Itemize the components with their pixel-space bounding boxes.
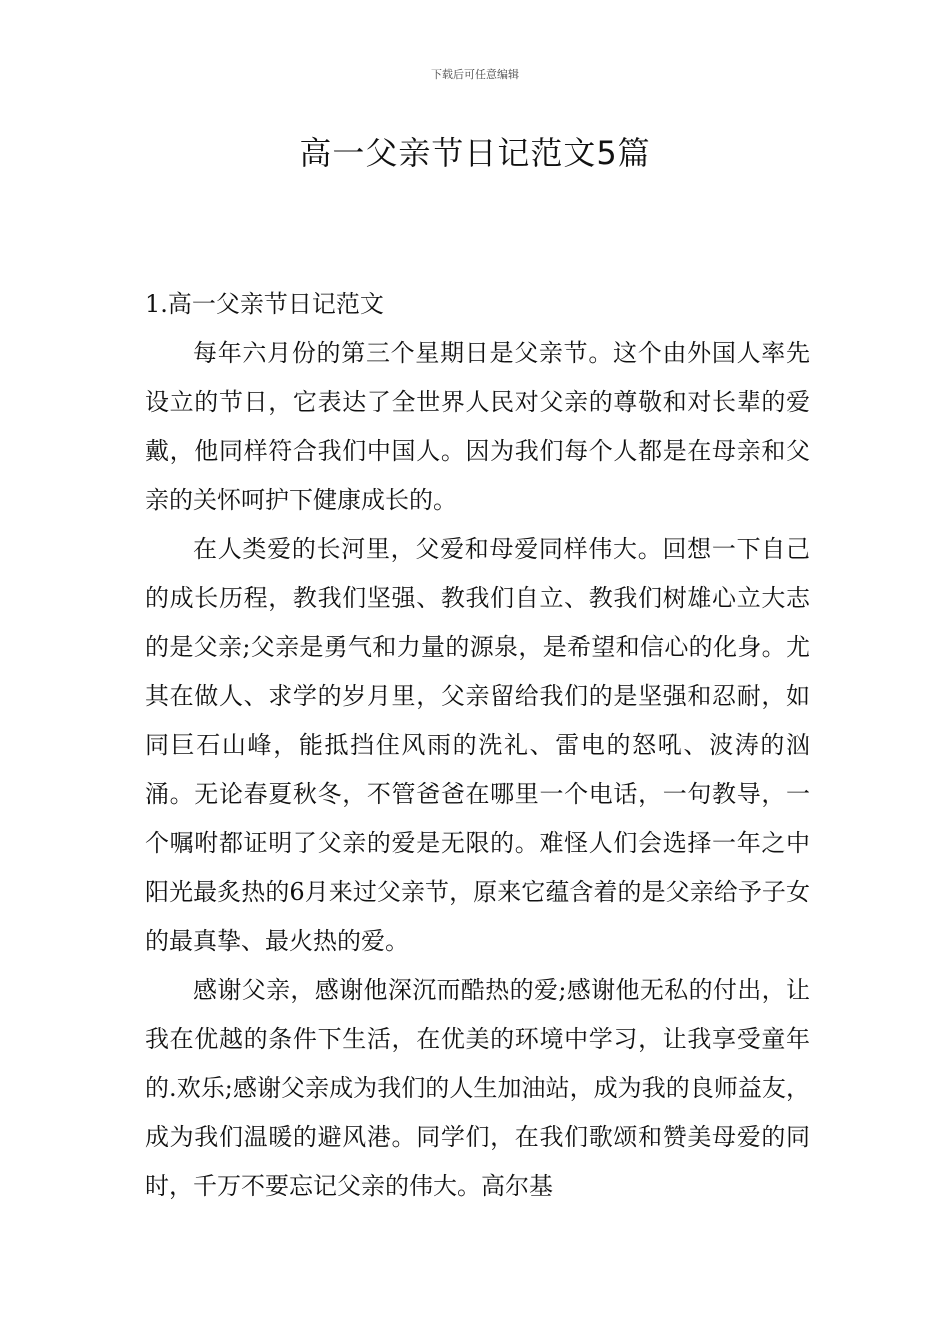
paragraph-3: 感谢父亲，感谢他深沉而酷热的爱;感谢他无私的付出，让我在优越的条件下生活，在优美的环境中学习，让我享受童年的.欢乐;感谢父亲成为我们的人生加油站，成为我的良师益友，成为我们温暖的避风港。同学们，在我们歌颂和赞美母爱的同时，千万不要忘记父亲的伟大。高尔基 [145, 976, 810, 1200]
document-body [145, 280, 810, 1211]
paragraph-1: 每年六月份的第三个星期日是父亲节。这个由外国人率先设立的节日，它表达了全世界人民对父亲的尊敬和对长辈的爱戴，他同样符合我们中国人。因为我们每个人都是在母亲和父亲的关怀呵护下健康成长的。 [145, 339, 810, 514]
paragraph-2: 在人类爱的长河里，父爱和母爱同样伟大。回想一下自己的成长历程，教我们坚强、教我们自立、教我们树雄心立大志的是父亲;父亲是勇气和力量的源泉，是希望和信心的化身。尤其在做人、求学的岁月里，父亲留给我们的是坚强和忍耐，如同巨石山峰，能抵挡住风雨的洗礼、雷电的怒吼、波涛的汹涌。无论春夏秋冬，不管爸爸在哪里一个电话，一句教导，一个嘱咐都证明了父亲的爱是无限的。难怪人们会选择一年之中阳光最炙热的6月来过父亲节，原来它蕴含着的是父亲给予子女的最真挚、最火热的爱。 [145, 535, 810, 955]
header-note: 下载后可任意编辑 [431, 68, 519, 81]
section-heading: 1.高一父亲节日记范文 [145, 290, 384, 318]
document-title: 高一父亲节日记范文5篇 [299, 134, 651, 172]
